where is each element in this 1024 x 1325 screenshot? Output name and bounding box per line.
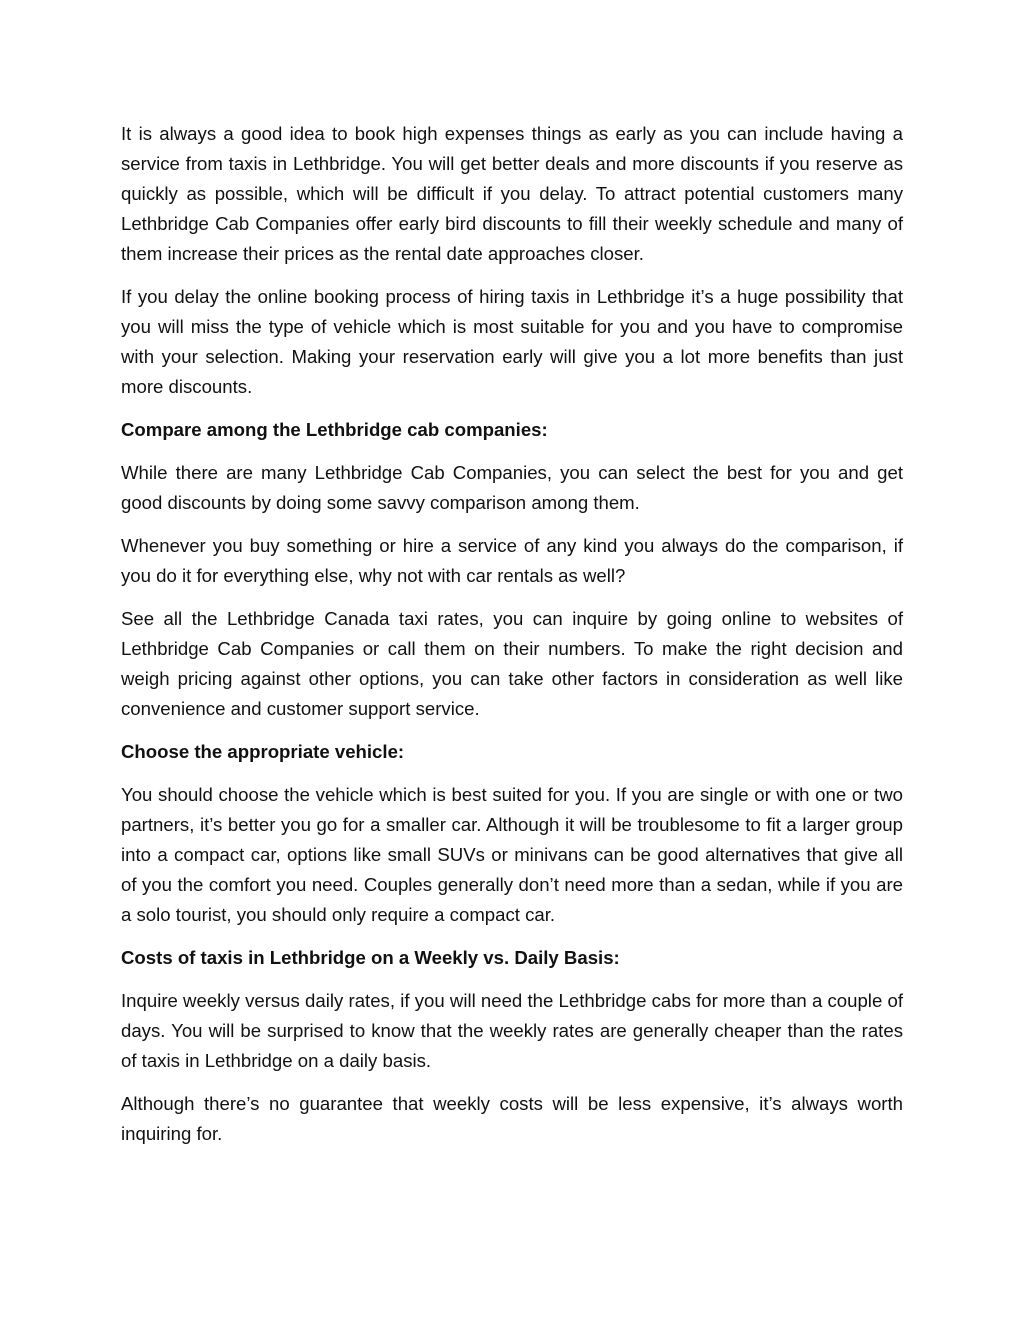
paragraph-vehicle-choice: You should choose the vehicle which is best suited for you. If you are single or with one or two partners, it’s better you go for a smaller car. Although it will be troublesome to fit a larger group into a compact car, options like small SUVs or minivans can be good alternatives that give all of you the comfort you need. Couples generally don’t need more than a sedan, while if you are a solo tourist, you should only require a compact car. [121, 784, 903, 925]
paragraph-no-guarantee: Although there’s no guarantee that weekly costs will be less expensive, it’s always worth inquiring for. [121, 1093, 903, 1144]
heading-compare-companies: Compare among the Lethbridge cab companies: [121, 419, 548, 440]
paragraph-comparison: Whenever you buy something or hire a service of any kind you always do the comparison, if you do it for everything else, why not with car rentals as well? [121, 535, 903, 586]
document-body [121, 119, 903, 1162]
paragraph-many-companies: While there are many Lethbridge Cab Companies, you can select the best for you and get good discounts by doing some savvy comparison among them. [121, 462, 903, 513]
paragraph-weekly-rates: Inquire weekly versus daily rates, if you will need the Lethbridge cabs for more than a couple of days. You will be surprised to know that the weekly rates are generally cheaper than the rates of taxis in Lethbridge on a daily basis. [121, 990, 903, 1071]
paragraph-book-early: It is always a good idea to book high expenses things as early as you can include having a service from taxis in Lethbridge. You will get better deals and more discounts if you reserve as quickly as possible, which will be difficult if you delay. To attract potential customers many Lethbridge Cab Companies offer early bird discounts to fill their weekly schedule and many of them increase their prices as the rental date approaches closer. [121, 123, 903, 264]
heading-weekly-vs-daily: Costs of taxis in Lethbridge on a Weekly vs. Daily Basis: [121, 947, 620, 968]
paragraph-taxi-rates: See all the Lethbridge Canada taxi rates, you can inquire by going online to websites of Lethbridge Cab Companies or call them on their numbers. To make the right decision and weigh pricing against other options, you can take other factors in consideration as well like convenience and customer support service. [121, 608, 903, 719]
paragraph-delay-booking: If you delay the online booking process of hiring taxis in Lethbridge it’s a huge possibility that you will miss the type of vehicle which is most suitable for you and you have to compromise with your selection. Making your reservation early will give you a lot more benefits than just more discounts. [121, 286, 903, 397]
heading-choose-vehicle: Choose the appropriate vehicle: [121, 741, 405, 762]
